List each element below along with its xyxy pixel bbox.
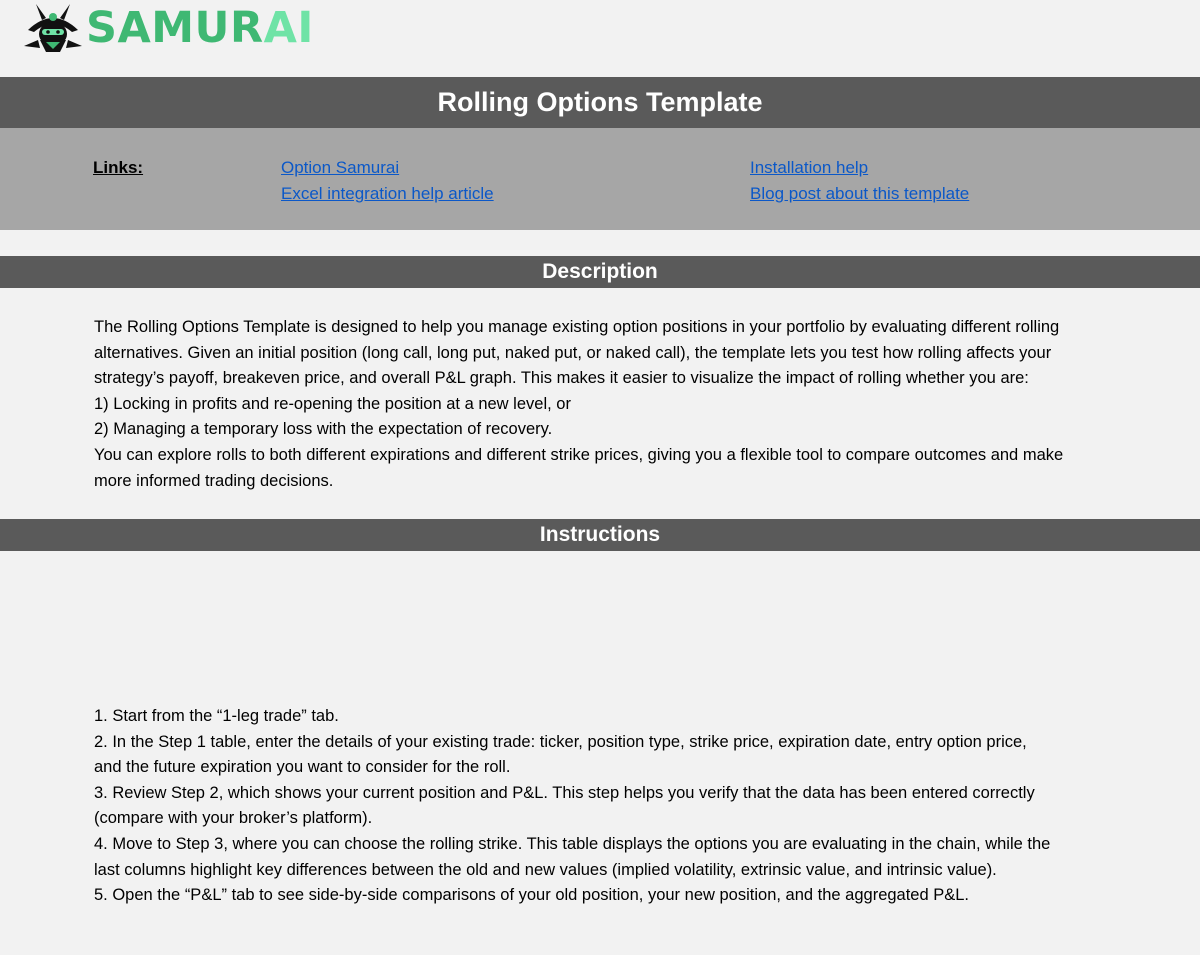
description-line: alternatives. Given an initial position (long call, long put, naked put, or naked call), the template lets you test how rolling affects your	[94, 343, 1052, 362]
instructions-heading: Instructions	[0, 519, 1200, 551]
samurai-mascot-icon	[22, 2, 84, 54]
instruction-line: 4. Move to Step 3, where you can choose the rolling strike. This table displays the options you are evaluating in the chain, while the	[94, 834, 1051, 853]
option-samurai-link[interactable]: Option Samurai	[281, 158, 400, 177]
brand-name	[86, 2, 314, 54]
brand-name-main: SAMUR	[86, 3, 264, 53]
description-text	[94, 315, 1134, 494]
page-title: Rolling Options Template	[0, 77, 1200, 128]
links-label: Links:	[93, 158, 144, 177]
description-heading: Description	[0, 256, 1200, 288]
instruction-line: last columns highlight key differences between the old and new values (implied volatility, extrinsic value, and intrinsic value).	[94, 860, 997, 879]
description-line: strategy’s payoff, breakeven price, and overall P&L graph. This makes it easier to visualize the impact of rolling whether you are:	[94, 369, 1029, 388]
instruction-line: 1. Start from the “1-leg trade” tab.	[94, 707, 339, 725]
instruction-line: 5. Open the “P&L” tab to see side-by-side comparisons of your old position, your new position, and the aggregated P&L.	[94, 886, 970, 905]
instruction-line: (compare with your broker’s platform).	[94, 809, 373, 828]
links-panel	[0, 128, 1200, 230]
samurai-logo	[22, 2, 314, 54]
description-line: more informed trading decisions.	[94, 471, 334, 490]
installation-help-link[interactable]: Installation help	[750, 158, 869, 177]
description-line: The Rolling Options Template is designed to help you manage existing option positions in your portfolio by evaluating different rolling	[94, 318, 1060, 336]
description-line: 2) Managing a temporary loss with the expectation of recovery.	[94, 420, 553, 439]
excel-integration-help-link[interactable]: Excel integration help article	[281, 184, 494, 203]
blog-post-link[interactable]: Blog post about this template	[750, 184, 970, 203]
description-line: 1) Locking in profits and re-opening the position at a new level, or	[94, 394, 571, 413]
brand-name-accent: AI	[263, 3, 314, 53]
instructions-text	[94, 704, 1134, 909]
instruction-line: and the future expiration you want to consider for the roll.	[94, 758, 511, 777]
instruction-line: 3. Review Step 2, which shows your current position and P&L. This step helps you verify that the data has been entered correctly	[94, 783, 1035, 802]
instruction-line: 2. In the Step 1 table, enter the details of your existing trade: ticker, position type, strike price, expiration date, entry option price,	[94, 732, 1027, 751]
description-line: You can explore rolls to both different expirations and different strike prices, giving you a flexible tool to compare outcomes and make	[94, 445, 1064, 464]
